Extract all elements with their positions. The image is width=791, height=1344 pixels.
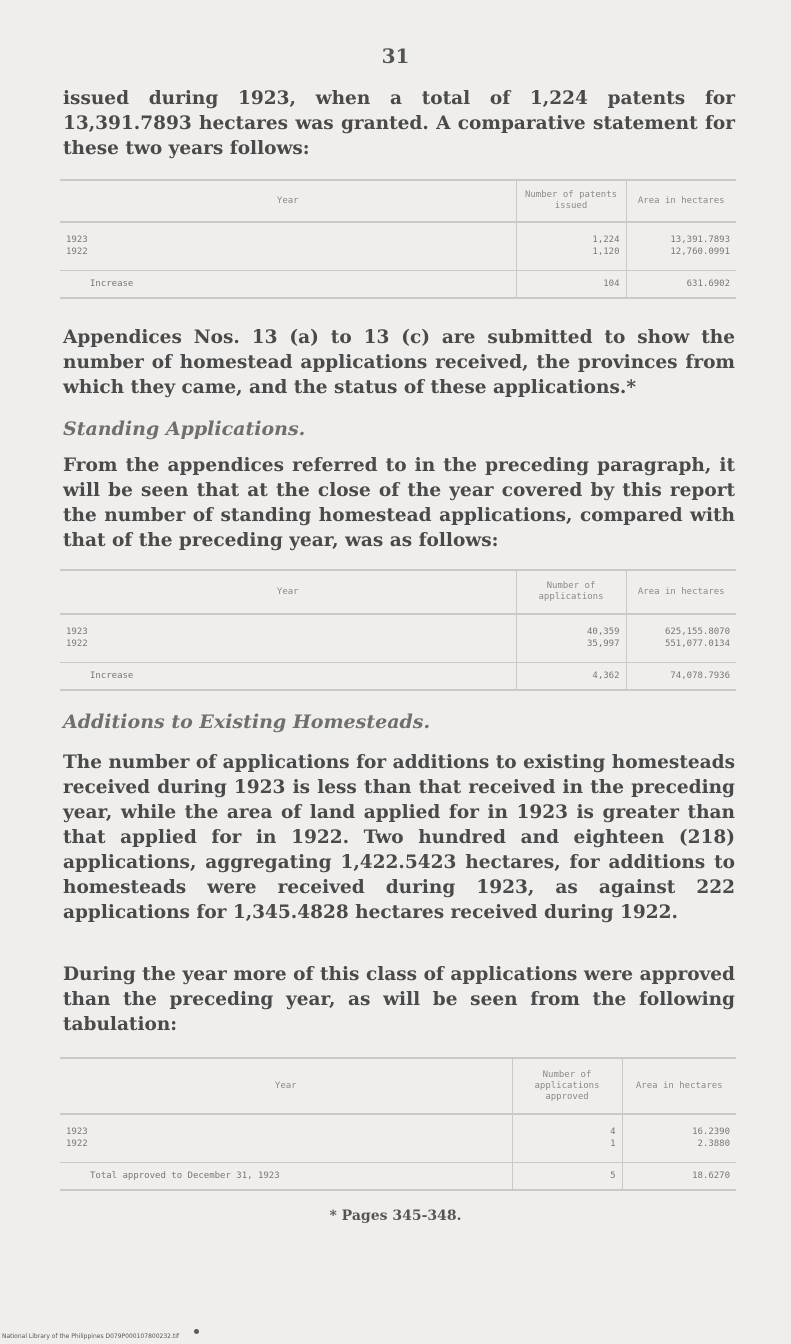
- col-area: Area in hectares: [622, 1058, 736, 1114]
- standing-applications-table: [60, 569, 736, 691]
- total-label: Increase: [90, 278, 134, 289]
- scan-mark: [194, 1329, 199, 1334]
- total-area: 74,078.7936: [626, 662, 736, 690]
- count-cells: 4 1: [512, 1114, 622, 1162]
- total-area: 18.6270: [622, 1162, 736, 1190]
- total-count: 5: [512, 1162, 622, 1190]
- approved-paragraph: During the year more of this class of applications were approved than the preceding year, as will be seen from the following tabulation:: [63, 964, 735, 1035]
- year-cells: 1923 1922: [66, 627, 88, 650]
- area-cells: 16.2390 2.3880: [622, 1114, 736, 1162]
- area-cells: 13,391.7893 12,760.0991: [626, 222, 736, 270]
- intro-paragraph: issued during 1923, when a total of 1,224 patents for 13,391.7893 hectares was granted. A comparative statement for these two years follows:: [63, 88, 735, 159]
- appendices-paragraph: Appendices Nos. 13 (a) to 13 (c) are submitted to show the number of homestead applications received, the provinces from which they came, and the status of these applications.*: [63, 327, 735, 398]
- col-area: Area in hectares: [626, 570, 736, 614]
- patents-table: [60, 179, 736, 299]
- col-applications: Number of applications: [516, 570, 626, 614]
- footnote: * Pages 345-348.: [329, 1208, 462, 1224]
- year-cells: 1923 1922: [66, 1127, 88, 1150]
- count-cells: 40,359 35,997: [516, 614, 626, 662]
- standing-paragraph: From the appendices referred to in the preceding paragraph, it will be seen that at the close of the year covered by this report the number of standing homestead applications, compared with that of the preceding year, was as follows:: [63, 455, 735, 551]
- total-label: Total approved to December 31, 1923: [90, 1170, 280, 1181]
- standing-applications-heading: Standing Applications.: [63, 418, 306, 440]
- area-cells: 625,155.8070 551,077.0134: [626, 614, 736, 662]
- year-cells: 1923 1922: [66, 235, 88, 258]
- additions-paragraph: The number of applications for additions to existing homesteads received during 1923 is less than that received in the preceding year, while the area of land applied for in 1923 is greater than that applied for in 1922. Two hundred and eighteen (218) applications, aggregating 1,422.5423 hectares, for additions to homesteads were received during 1923, as against 222 applications for 1,345.4828 hectares received during 1922.: [63, 752, 735, 923]
- total-count: 104: [516, 270, 626, 298]
- total-label: Increase: [90, 670, 134, 681]
- col-area: Area in hectares: [626, 180, 736, 222]
- library-credit: National Library of the Philippines D079P000107800232.tif: [2, 1333, 180, 1340]
- total-area: 631.6902: [626, 270, 736, 298]
- approved-table: [60, 1057, 736, 1191]
- col-year: Year: [274, 1080, 297, 1091]
- page-number: 31: [381, 44, 410, 68]
- count-cells: 1,224 1,120: [516, 222, 626, 270]
- additions-heading: Additions to Existing Homesteads.: [63, 711, 431, 733]
- col-year: Year: [276, 586, 299, 597]
- col-patents-issued: Number of patents issued: [516, 180, 626, 222]
- col-year: Year: [276, 195, 299, 206]
- col-applications-approved: Number of applications approved: [512, 1058, 622, 1114]
- total-count: 4,362: [516, 662, 626, 690]
